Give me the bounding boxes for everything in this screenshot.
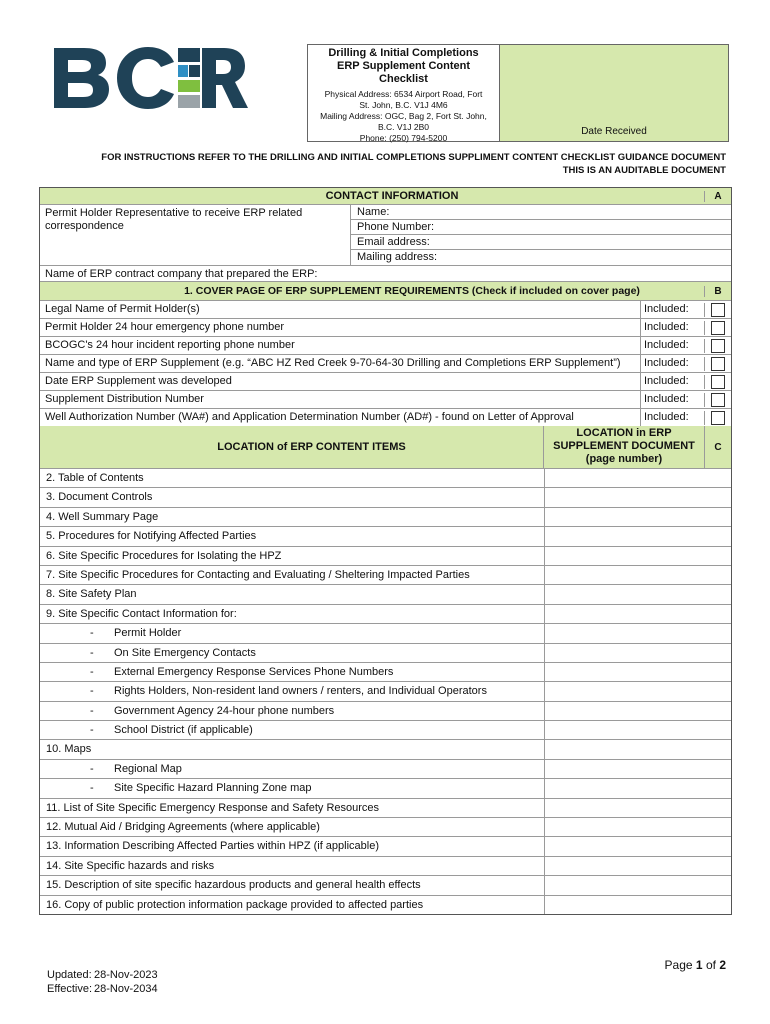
page-number-input[interactable]	[544, 508, 731, 526]
content-item	[40, 469, 544, 487]
content-item	[40, 818, 544, 836]
contact-fields	[350, 205, 731, 265]
content-item-text: 11. List of Site Specific Emergency Response and Safety Resources	[46, 801, 380, 814]
date-received-box[interactable]	[499, 44, 729, 142]
sub-item-dash: -	[90, 762, 94, 775]
content-item-row	[40, 682, 731, 701]
contract-company-row[interactable]	[40, 266, 731, 282]
date-received-label: Date Received	[581, 126, 647, 137]
content-item	[40, 527, 544, 545]
page-current: 1	[695, 958, 703, 972]
page-number-input[interactable]	[544, 469, 731, 487]
content-item-text: 8. Site Safety Plan	[46, 588, 137, 601]
content-item-text: 10. Maps	[46, 743, 92, 756]
content-item	[40, 740, 544, 758]
content-item-text: 12. Mutual Aid / Bridging Agreements (where applicable)	[46, 821, 320, 834]
contact-section-header	[40, 188, 731, 205]
cover-requirement-text: Supplement Distribution Number	[45, 393, 204, 405]
content-item-row	[40, 876, 731, 895]
page-number-input[interactable]	[544, 488, 731, 506]
content-item	[40, 644, 544, 662]
sub-item-dash: -	[90, 627, 94, 640]
included-label: Included:	[640, 373, 704, 390]
included-checkbox[interactable]	[711, 393, 725, 407]
page-number-input[interactable]	[544, 547, 731, 565]
cover-requirement-row	[40, 373, 731, 391]
included-checkbox[interactable]	[711, 321, 725, 335]
sub-item-dash: -	[90, 704, 94, 717]
content-item-text: Permit Holder	[114, 627, 182, 640]
cover-requirement-text: Permit Holder 24 hour emergency phone number	[45, 321, 285, 333]
content-item-row	[40, 837, 731, 856]
content-item-row	[40, 547, 731, 566]
updated-label: Updated:	[47, 969, 92, 981]
content-item	[40, 605, 544, 623]
instructions-line1: FOR INSTRUCTIONS REFER TO THE DRILLING AND INITIAL COMPLETIONS SUPPLIMENT CONTENT CHECKLIST GUIDANCE DOCUMENT	[101, 152, 726, 163]
footer-dates	[47, 968, 158, 996]
included-label: Included:	[640, 409, 704, 426]
page-number-input[interactable]	[544, 740, 731, 758]
page-number-input[interactable]	[544, 663, 731, 681]
cover-requirement-text: Date ERP Supplement was developed	[45, 375, 232, 387]
contact-heading: CONTACT INFORMATION	[325, 190, 459, 202]
content-item	[40, 857, 544, 875]
contact-field[interactable]: Name:	[351, 205, 731, 220]
content-item-row	[40, 508, 731, 527]
contract-company-label: Name of ERP contract company that prepared the ERP:	[45, 267, 318, 280]
page-of: of	[705, 958, 716, 972]
page-number-input[interactable]	[544, 857, 731, 875]
page-number-input[interactable]	[544, 566, 731, 584]
bcer-logo	[52, 44, 248, 112]
cover-requirement-row	[40, 319, 731, 337]
contact-field[interactable]: Phone Number:	[351, 220, 731, 235]
page-number	[620, 958, 726, 972]
content-item-row	[40, 488, 731, 507]
content-item-row	[40, 585, 731, 604]
cover-section-header	[40, 282, 731, 301]
included-checkbox[interactable]	[711, 411, 725, 425]
instructions-line2: THIS IS AN AUDITABLE DOCUMENT	[562, 165, 726, 176]
checklist-table	[39, 187, 732, 915]
sub-item-dash: -	[90, 685, 94, 698]
content-item-row	[40, 896, 731, 914]
content-item-text: 5. Procedures for Notifying Affected Parties	[46, 530, 257, 543]
section-letter-c: C	[704, 426, 731, 468]
content-item-row	[40, 605, 731, 624]
content-item-row	[40, 663, 731, 682]
included-checkbox-cell	[704, 393, 731, 407]
included-checkbox-cell	[704, 357, 731, 371]
content-item	[40, 488, 544, 506]
cover-requirement-text: Name and type of ERP Supplement (e.g. “ABC HZ Red Creek 9-70-64-30 Drilling and Completions ERP Supplement”)	[45, 357, 621, 369]
mailing-address: Mailing Address: OGC, Bag 2, Fort St. John, B.C. V1J 2B0	[320, 111, 487, 132]
included-checkbox-cell	[704, 339, 731, 353]
effective-date: 28-Nov-2034	[94, 983, 158, 995]
section-letter-b: B	[704, 286, 731, 297]
content-item-text: School District (if applicable)	[114, 724, 253, 737]
cover-requirement-row	[40, 409, 731, 426]
page-number-input[interactable]	[544, 702, 731, 720]
page-number-input[interactable]	[544, 760, 731, 778]
sub-item-dash: -	[90, 782, 94, 795]
content-item	[40, 663, 544, 681]
contact-field[interactable]: Mailing address:	[357, 251, 438, 263]
content-item-row	[40, 760, 731, 779]
content-item-text: 15. Description of site specific hazardous products and general health effects	[46, 879, 421, 892]
content-item	[40, 760, 544, 778]
content-item-text: 7. Site Specific Procedures for Contacting and Evaluating / Sheltering Impacted Parties	[46, 568, 470, 581]
page-number-input[interactable]	[544, 876, 731, 894]
content-item-row	[40, 624, 731, 643]
location-section-header	[40, 426, 731, 469]
section-letter-a: A	[704, 191, 731, 202]
content-item	[40, 702, 544, 720]
included-label: Included:	[640, 337, 704, 354]
page-number-input[interactable]	[544, 837, 731, 855]
content-item-row	[40, 469, 731, 488]
included-label: Included:	[640, 319, 704, 336]
contact-field[interactable]: Email address:	[351, 235, 731, 250]
updated-date: 28-Nov-2023	[94, 969, 158, 981]
page-number-input[interactable]	[544, 585, 731, 603]
included-checkbox[interactable]	[711, 357, 725, 371]
sub-item-dash: -	[90, 665, 94, 678]
included-checkbox[interactable]	[711, 339, 725, 353]
cover-requirement-row	[40, 301, 731, 319]
page-label: Page	[664, 958, 693, 972]
content-item	[40, 682, 544, 700]
location-heading: LOCATION of ERP CONTENT ITEMS	[217, 441, 406, 453]
content-item-text: Rights Holders, Non-resident land owners / renters, and Individual Operators	[114, 685, 487, 698]
content-item-text: 16. Copy of public protection information package provided to affected parties	[46, 898, 424, 911]
content-item	[40, 585, 544, 603]
effective-label: Effective:	[47, 983, 93, 995]
content-item-text: Site Specific Hazard Planning Zone map	[114, 782, 312, 795]
included-label: Included:	[640, 391, 704, 408]
page-number-input[interactable]	[544, 644, 731, 662]
content-item	[40, 624, 544, 642]
included-checkbox-cell	[704, 303, 731, 317]
content-item-text: 3. Document Controls	[46, 491, 153, 504]
location-page-column-heading: LOCATION in ERP SUPPLEMENT DOCUMENT (page number)	[543, 426, 704, 468]
cover-heading: 1. COVER PAGE OF ERP SUPPLEMENT REQUIREMENTS (Check if included on cover page)	[184, 285, 640, 297]
cover-requirement-text: BCOGC's 24 hour incident reporting phone number	[45, 339, 295, 351]
page-total: 2	[719, 958, 726, 972]
phone-number: Phone: (250) 794-5200	[359, 133, 448, 143]
included-label: Included:	[640, 355, 704, 372]
content-item-row	[40, 527, 731, 546]
page-number-input[interactable]	[544, 799, 731, 817]
content-item	[40, 896, 544, 914]
content-item-row	[40, 566, 731, 585]
form-title: Drilling & Initial Completions ERP Supplement Content Checklist	[328, 47, 479, 85]
content-item-text: External Emergency Response Services Phone Numbers	[114, 665, 394, 678]
content-item-row	[40, 857, 731, 876]
content-item-text: 4. Well Summary Page	[46, 510, 159, 523]
content-item-row	[40, 779, 731, 798]
content-item	[40, 876, 544, 894]
page-number-input[interactable]	[544, 896, 731, 914]
content-item-row	[40, 721, 731, 740]
rep-label: Permit Holder Representative to receive ERP related correspondence	[45, 207, 303, 232]
content-item-row	[40, 702, 731, 721]
content-item-text: 2. Table of Contents	[46, 472, 144, 484]
form-header-box	[307, 44, 500, 142]
content-item	[40, 799, 544, 817]
page-number-input[interactable]	[544, 527, 731, 545]
page-number-input[interactable]	[544, 605, 731, 623]
content-item	[40, 508, 544, 526]
page-number-input[interactable]	[544, 721, 731, 739]
included-checkbox-cell	[704, 411, 731, 425]
content-item-text: 6. Site Specific Procedures for Isolating the HPZ	[46, 549, 282, 562]
content-item-text: 13. Information Describing Affected Parties within HPZ (if applicable)	[46, 840, 380, 853]
page-number-input[interactable]	[544, 818, 731, 836]
included-checkbox[interactable]	[711, 375, 725, 389]
content-item-text: On Site Emergency Contacts	[114, 646, 256, 659]
physical-address: Physical Address: 6534 Airport Road, Fort St. John, B.C. V1J 4M6	[324, 89, 483, 110]
content-item	[40, 566, 544, 584]
included-checkbox[interactable]	[711, 303, 725, 317]
content-item	[40, 547, 544, 565]
cover-requirement-row	[40, 355, 731, 373]
content-item-row	[40, 644, 731, 663]
page-number-input[interactable]	[544, 682, 731, 700]
instructions	[40, 151, 726, 177]
sub-item-dash: -	[90, 646, 94, 659]
content-item-text: 9. Site Specific Contact Information for:	[46, 607, 237, 620]
content-item-text: 14. Site Specific hazards and risks	[46, 859, 215, 872]
page-number-input[interactable]	[544, 624, 731, 642]
cover-requirement-text: Legal Name of Permit Holder(s)	[45, 303, 200, 315]
contact-block	[40, 205, 731, 266]
sub-item-dash: -	[90, 724, 94, 737]
content-item-row	[40, 799, 731, 818]
cover-requirement-text: Well Authorization Number (WA#) and Application Determination Number (AD#) - found on Letter of Approval	[45, 411, 574, 423]
content-item-row	[40, 740, 731, 759]
cover-requirement-row	[40, 391, 731, 409]
content-item	[40, 837, 544, 855]
content-item	[40, 721, 544, 739]
content-item-row	[40, 818, 731, 837]
content-item	[40, 779, 544, 797]
cover-requirement-row	[40, 337, 731, 355]
content-item-text: Government Agency 24-hour phone numbers	[114, 704, 335, 717]
included-label: Included:	[640, 301, 704, 318]
page-number-input[interactable]	[544, 779, 731, 797]
included-checkbox-cell	[704, 375, 731, 389]
content-item-text: Regional Map	[114, 762, 182, 775]
included-checkbox-cell	[704, 321, 731, 335]
